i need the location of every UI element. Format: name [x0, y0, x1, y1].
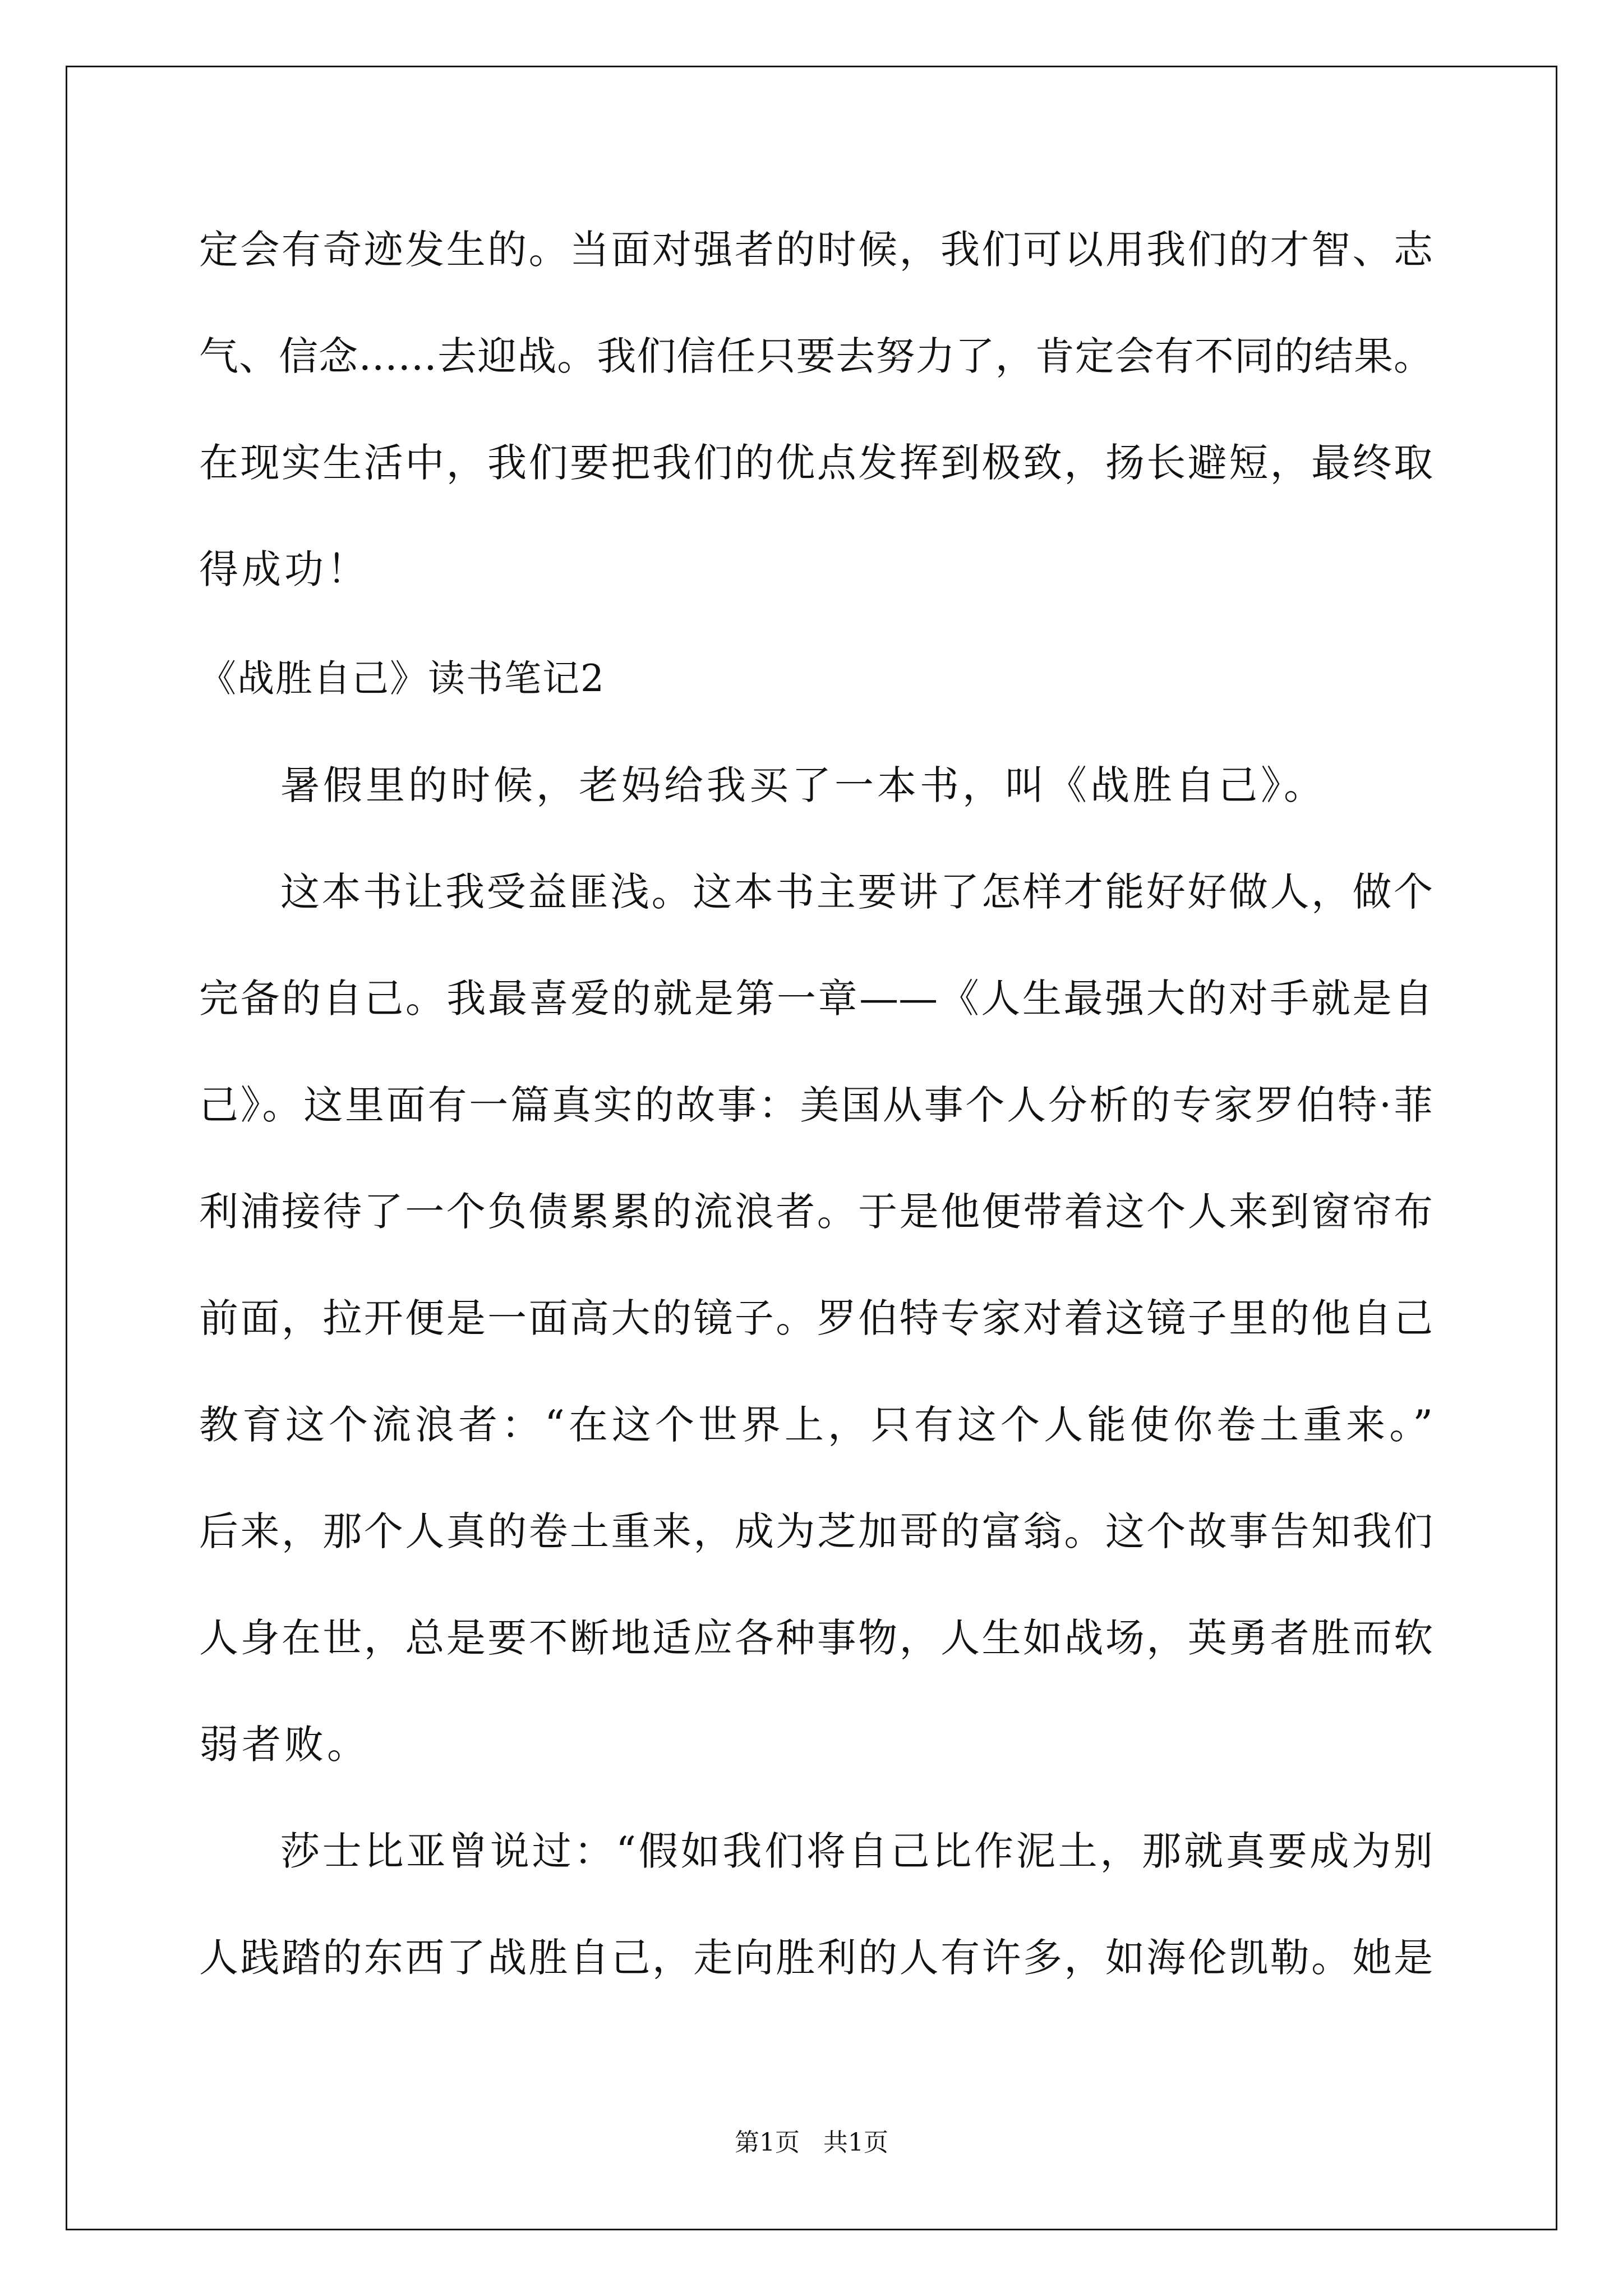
- paragraph-3-line-5: 前面，拉开便是一面高大的镜子。罗伯特专家对着这镜子里的他自己: [199, 1295, 1433, 1341]
- paragraph-3-line-2: 完备的自己。我最喜爱的就是第一章——《人生最强大的对手就是自: [199, 976, 1433, 1022]
- paragraph-3-line-6: 教育这个流浪者：“在这个世界上，只有这个人能使你卷土重来。”: [199, 1402, 1433, 1448]
- paragraph-1-line-2: 气、信念……去迎战。我们信任只要去努力了，肯定会有不同的结果。: [199, 333, 1433, 379]
- paragraph-3-line-4: 利浦接待了一个负债累累的流浪者。于是他便带着这个人来到窗帘布: [199, 1189, 1433, 1235]
- paragraph-3-line-9: 弱者败。: [199, 1722, 370, 1768]
- paragraph-3-line-8: 人身在世，总是要不断地适应各种事物，人生如战场，英勇者胜而软: [199, 1615, 1433, 1661]
- paragraph-3-line-7: 后来，那个人真的卷土重来，成为芝加哥的富翁。这个故事告知我们: [199, 1508, 1433, 1554]
- page-footer: 第1页 共1页: [735, 2128, 888, 2157]
- paragraph-1-line-1: 定会有奇迹发生的。当面对强者的时候，我们可以用我们的才智、志: [199, 227, 1433, 273]
- page-border: [66, 66, 1557, 2230]
- paragraph-2-line-1: 暑假里的时候，老妈给我买了一本书，叫《战胜自己》。: [280, 762, 1326, 808]
- paragraph-4-line-2: 人践踏的东西了战胜自己，走向胜利的人有许多，如海伦凯勒。她是: [199, 1935, 1433, 1981]
- paragraph-4-line-1: 莎士比亚曾说过：“假如我们将自己比作泥土，那就真要成为别: [280, 1828, 1433, 1874]
- paragraph-3-line-1: 这本书让我受益匪浅。这本书主要讲了怎样才能好好做人，做个: [280, 869, 1433, 915]
- paragraph-3-line-3: 己》。这里面有一篇真实的故事：美国从事个人分析的专家罗伯特·菲: [199, 1082, 1433, 1128]
- section-heading: 《战胜自己》读书笔记2: [199, 657, 605, 700]
- paragraph-1-line-3: 在现实生活中，我们要把我们的优点发挥到极致，扬长避短，最终取: [199, 440, 1433, 486]
- paragraph-1-line-4: 得成功！: [199, 546, 370, 592]
